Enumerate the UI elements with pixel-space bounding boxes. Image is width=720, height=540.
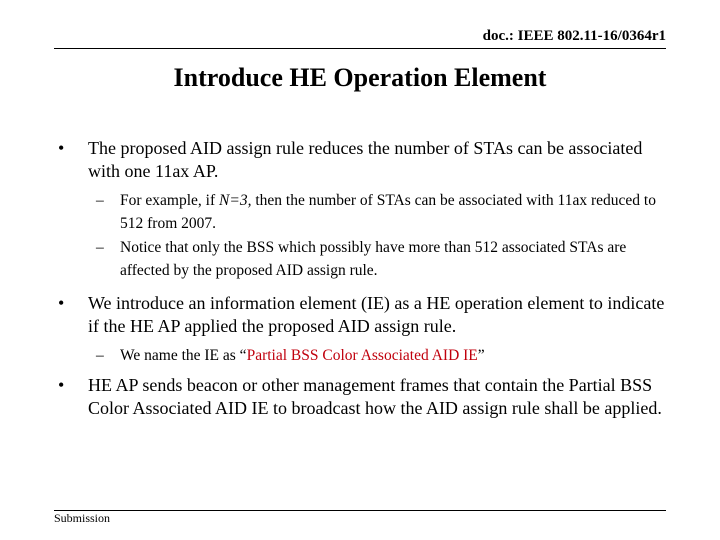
slide-title: Introduce HE Operation Element — [173, 63, 547, 92]
sub-bullet-2-1-post: ” — [477, 347, 485, 364]
header-doc-id: doc.: IEEE 802.11-16/0364r1 — [482, 28, 666, 44]
ie-name-highlight: Partial BSS Color Associated AID IE — [246, 347, 478, 364]
spacer — [58, 283, 668, 292]
header-rule — [54, 48, 666, 49]
dash-glyph: – — [96, 239, 104, 256]
sub-bullet-1-2 — [58, 236, 668, 282]
footer-label: Submission — [54, 511, 111, 525]
slide-body — [58, 137, 668, 426]
dash-glyph: – — [96, 347, 104, 364]
bullet-3 — [58, 374, 668, 420]
bullet-2 — [58, 292, 668, 338]
bullet-glyph: • — [58, 138, 65, 158]
bullet-2-text: We introduce an information element (IE) as a HE operation element to indicate if the HE AP applied the proposed AID assign rule. — [88, 293, 665, 336]
bullet-glyph: • — [58, 293, 65, 313]
bullet-1 — [58, 137, 668, 183]
sub-bullet-2-1 — [58, 344, 668, 367]
dash-glyph: – — [96, 192, 104, 209]
bullet-1-text: The proposed AID assign rule reduces the number of STAs can be associated with one 11ax AP. — [88, 138, 643, 181]
bullet-3-text: HE AP sends beacon or other management frames that contain the Partial BSS Color Associated AID IE to broadcast how the AID assign rule shall be applied. — [88, 375, 662, 418]
sub-bullet-1-1 — [58, 189, 668, 235]
sub-bullet-1-1-post: then the number of STAs can be associated with 11ax reduced to 512 from 2007. — [120, 192, 656, 232]
sub-bullet-2-1-pre: We name the IE as “ — [120, 347, 247, 364]
bullet-glyph: • — [58, 375, 65, 395]
footer-rule — [54, 510, 666, 511]
sub-bullet-1-2-text: Notice that only the BSS which possibly have more than 512 associated STAs are affected by the proposed AID assign rule. — [120, 239, 627, 279]
sub-bullet-1-1-pre: For example, if — [120, 192, 220, 209]
sub-bullet-1-1-italic: N=3, — [219, 192, 252, 209]
